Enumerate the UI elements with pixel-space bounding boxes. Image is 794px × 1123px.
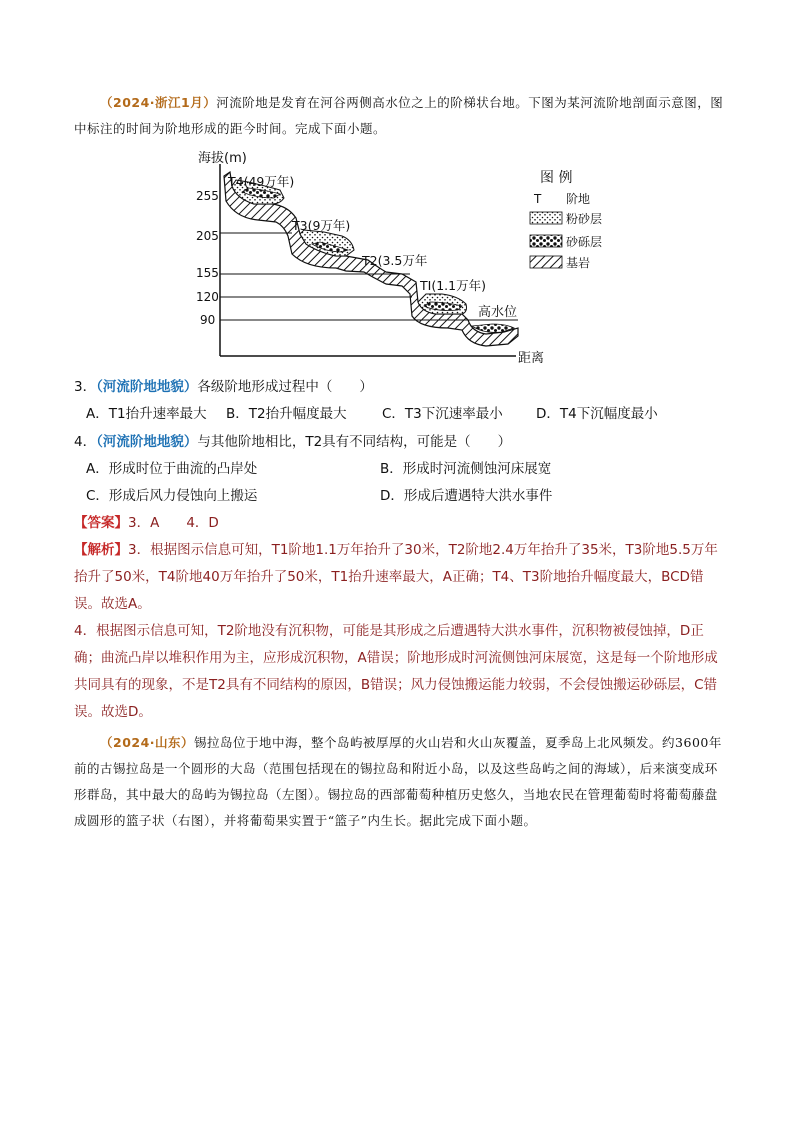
tick-90: 90 <box>200 313 216 327</box>
terrace-label-t1: TI(1.1万年) <box>420 278 486 293</box>
legend-label-terrace: 阶地 <box>566 192 591 206</box>
q3-option-c: C．T3下沉速率最小 <box>382 406 503 422</box>
legend-swatch-bedrock <box>530 256 562 268</box>
q3-option-d: D．T4下沉幅度最小 <box>536 406 658 422</box>
question-3-stem <box>74 376 373 398</box>
question-number: 4． <box>74 434 97 450</box>
analysis-paragraph-1 <box>74 537 724 618</box>
legend-swatch-gravel <box>530 235 562 247</box>
q4-option-c: C．形成后风力侵蚀向上搬运 <box>86 488 258 504</box>
q3-option-b: B．T2抬升幅度最大 <box>226 406 347 422</box>
terrace-label-t2: T2(3.5万年 <box>362 253 428 268</box>
tick-255: 255 <box>196 189 219 203</box>
analysis-tag: 【解析】 <box>74 542 128 558</box>
q4-option-d: D．形成后遭遇特大洪水事件 <box>380 488 553 504</box>
intro-text-2: 锡拉岛位于地中海，整个岛屿被厚厚的火山岩和火山灰覆盖，夏季岛上北风频发。约3600年前的古锡拉岛是一个圆形的大岛（范围包括现在的锡拉岛和附近小岛，以及这些岛屿之间的海域），后来演变成环形群岛，其中最大的岛屿为锡拉岛（左图）。锡拉岛的西部葡萄种植历史悠久，当地农民在管理葡萄时将葡萄藤盘成圆形的篮子状（右图），并将葡萄果实置于“篮子”内生长。据此完成下面小题。 <box>74 735 722 828</box>
terrace-label-t3: T3(9万年) <box>292 218 351 233</box>
analysis-paragraph-2 <box>74 618 724 726</box>
tick-120: 120 <box>196 290 219 304</box>
legend-label-silt: 粉砂层 <box>566 212 603 226</box>
high-water-label: 高水位 <box>478 305 518 320</box>
legend-title: 图 例 <box>540 170 573 186</box>
legend-label-bedrock: 基岩 <box>566 256 591 270</box>
legend-symbol-terrace: T <box>534 192 542 206</box>
answer-text: 3．A 4．D <box>128 515 219 531</box>
tick-155: 155 <box>196 266 219 280</box>
question-number: 3． <box>74 379 97 395</box>
answer-line <box>74 510 724 537</box>
q3-option-a: A．T1抬升速率最大 <box>86 406 207 422</box>
intro-paragraph-1 <box>74 90 724 142</box>
intro-paragraph-2 <box>74 730 724 834</box>
question-stem: 各级阶地形成过程中（ ） <box>197 379 373 395</box>
question-stem: 与其他阶地相比，T2具有不同结构，可能是（ ） <box>197 434 512 450</box>
intro-text: 河流阶地是发育在河谷两侧高水位之上的阶梯状台地。下图为某河流阶地剖面示意图，图中标注的时间为阶地形成的距今时间。完成下面小题。 <box>74 95 724 136</box>
y-axis-label: 海拔(m) <box>198 151 247 166</box>
terrace-label-t4: T4(49万年) <box>228 174 295 189</box>
tick-205: 205 <box>196 229 219 243</box>
question-4-stem <box>74 431 511 453</box>
source-tag-2: （2024·山东） <box>100 735 195 750</box>
analysis-text-1: 3．根据图示信息可知，T1阶地1.1万年抬升了30米，T2阶地2.4万年抬升了35米，T3阶地5.5万年抬升了50米，T4阶地40万年抬升了50米，T1抬升速率最大，A正确；T4、T3阶地抬升幅度最大，BCD错误。故选A。 <box>74 542 718 612</box>
x-axis-label: 距离 <box>518 351 545 366</box>
answer-tag: 【答案】 <box>74 515 128 531</box>
analysis-text-2: 4．根据图示信息可知，T2阶地没有沉积物，可能是其形成之后遭遇特大洪水事件，沉积物被侵蚀掉，D正确；曲流凸岸以堆积作用为主，应形成沉积物，A错误；阶地形成时河流侧蚀河床展宽，这是每一个阶地形成共同具有的现象，不是T2具有不同结构的原因，B错误；风力侵蚀搬运能力较弱，不会侵蚀搬运砂砾层，C错误。故选D。 <box>74 623 718 720</box>
legend-swatch-silt <box>530 212 562 224</box>
q4-option-a: A．形成时位于曲流的凸岸处 <box>86 461 258 477</box>
question-topic-tag: （河流阶地地貌） <box>96 379 198 395</box>
legend-label-gravel: 砂砾层 <box>566 235 603 249</box>
river-terrace-diagram <box>196 146 618 368</box>
legend <box>530 170 602 270</box>
source-tag: （2024·浙江1月） <box>100 95 217 110</box>
question-topic-tag: （河流阶地地貌） <box>96 434 198 450</box>
q4-option-b: B．形成时河流侧蚀河床展宽 <box>380 461 552 477</box>
